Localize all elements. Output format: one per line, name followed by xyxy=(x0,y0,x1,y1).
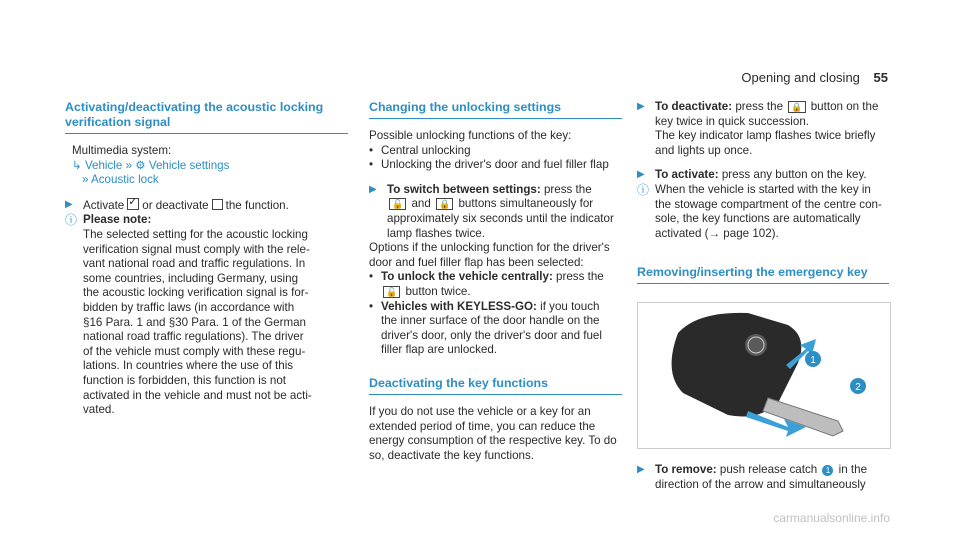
intro-text: Possible unlocking functions of the key: xyxy=(369,129,572,142)
switch-step: ▶ To switch between settings: press the 🔓 and 🔒 buttons simultaneously for approximately six seconds until the indicator lamp flashes twice. xyxy=(369,182,614,240)
deactivate-text: If you do not use the vehicle or a key for an extended period of time, you can reduce the energy consumption of the respective key. To do so, deactivate the key functions. xyxy=(369,404,617,462)
empty-box-icon xyxy=(212,199,223,210)
return-arrow-icon: ↳ xyxy=(72,158,85,172)
options-text: Options if the unlocking function for the driver's door and fuel filler flap has been selected: xyxy=(369,241,610,269)
unlocking-settings-heading: Changing the unlocking settings xyxy=(369,100,622,119)
section-title: Opening and closing xyxy=(741,70,860,85)
menu-path xyxy=(72,159,348,188)
acoustic-lock-heading: Activating/deactivating the acoustic locking verification signal xyxy=(65,100,348,134)
remove-step: ▶ To remove: push release catch 1 in the direction of the arrow and simultaneously xyxy=(637,463,868,491)
settings-icon: ⚙ xyxy=(135,158,149,172)
multimedia-label: Multimedia system: xyxy=(72,144,172,157)
lock-key-icon: 🔒 xyxy=(788,101,805,113)
keyless-go-item: • Vehicles with KEYLESS-GO: if you touch the inner surface of the door handle on the driver's door, only the driver's door and fuel filler flap are unlocked. xyxy=(369,300,622,358)
page-number: 55 xyxy=(873,70,888,85)
path-vehicle-settings: Vehicle settings xyxy=(148,158,230,172)
unlock-key-icon: 🔓 xyxy=(383,286,400,298)
column-3 xyxy=(637,100,889,493)
unlock-key-icon: 🔓 xyxy=(389,198,406,210)
info-icon: ⓘ xyxy=(65,213,78,228)
path-vehicle: Vehicle xyxy=(84,158,123,172)
callout-1-badge: 1 xyxy=(822,465,833,476)
action-arrow-icon: ▶ xyxy=(637,169,645,181)
note-block xyxy=(65,213,348,417)
activate-step: ▶ Activate✓ or deactivate the function. xyxy=(65,198,348,214)
note-title: Please note: xyxy=(83,213,152,227)
deactivate-key-heading: Deactivating the key functions xyxy=(369,376,622,395)
column-2 xyxy=(369,100,622,463)
double-chevron-icon: » xyxy=(82,173,92,187)
unlock-centrally-item: • To unlock the vehicle centrally: press the 🔓 button twice. xyxy=(369,270,622,299)
action-arrow-icon: ▶ xyxy=(369,183,377,195)
list-item: • Unlocking the driver's door and fuel filler flap xyxy=(369,158,622,173)
double-chevron-icon: » xyxy=(125,158,136,172)
key-fob-icon xyxy=(672,313,802,417)
list-item: • Central unlocking xyxy=(369,144,622,159)
emergency-key-heading: Removing/inserting the emergency key xyxy=(637,265,889,284)
deactivate-step: ▶ To deactivate: press the 🔒 button on the key twice in quick succession. The key indicator lamp flashes twice briefly and lights up once. xyxy=(637,100,879,157)
column-1 xyxy=(65,100,348,418)
action-arrow-icon: ▶ xyxy=(637,464,645,476)
info-icon: ⓘ xyxy=(637,182,650,197)
action-arrow-icon: ▶ xyxy=(637,101,645,112)
emergency-key-blade-icon xyxy=(763,398,843,436)
emergency-key-illustration xyxy=(637,302,891,449)
page-header xyxy=(741,70,888,85)
path-acoustic-lock: Acoustic lock xyxy=(91,173,159,187)
callout-1-label: 1 xyxy=(810,355,816,367)
note-text: The selected setting for the acoustic locking verification signal must comply with the rele- vant national road and traffic regulations. In some countries, including Germany, using the acoustic locking verification signal is for- bidden by traffic laws (in accordance with §16 Para. 1 and §30 Para. 1 of the German national road traffic regulations). The driver of the vehicle must comply with these regu- lations. In countries where the use of this function is forbidden, this function is not activated in the vehicle and must not be acti- vated. xyxy=(83,227,312,417)
checked-box-icon xyxy=(127,198,139,210)
info-block: ⓘ When the vehicle is started with the key in the stowage compartment of the centre con- sole, the key functions are automatically activated (→ page 102). xyxy=(637,182,882,240)
key-drawing xyxy=(638,303,890,448)
watermark: carmanualsonline.info xyxy=(773,511,890,525)
lock-key-icon: 🔒 xyxy=(436,198,453,210)
callout-2-label: 2 xyxy=(855,382,861,394)
activate-step: ▶ To activate: press any button on the key. xyxy=(637,168,867,182)
action-arrow-icon: ▶ xyxy=(65,198,73,210)
